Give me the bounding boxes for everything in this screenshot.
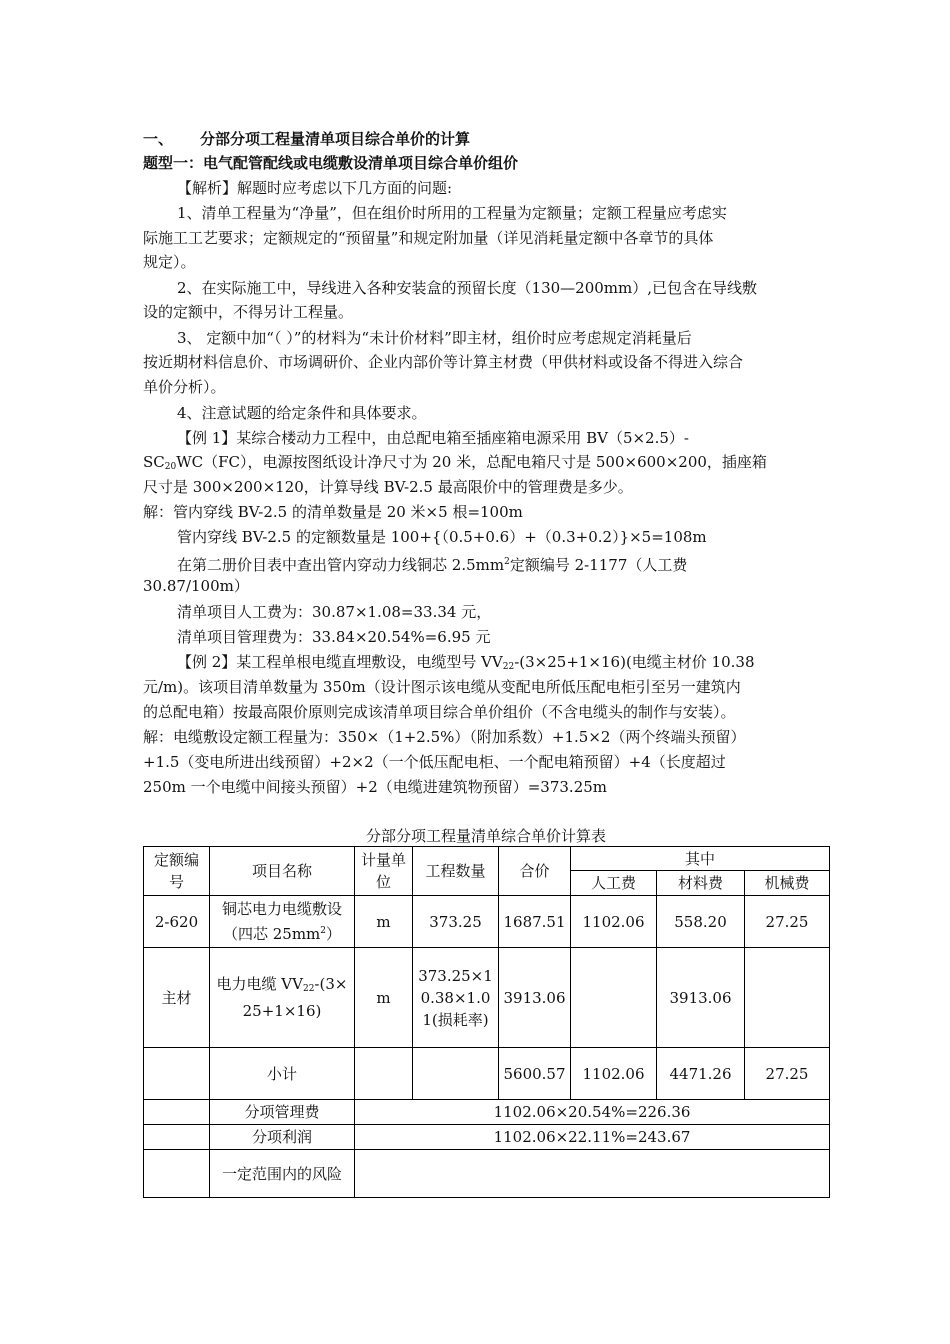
analysis-p3-line1: 3、 定额中加“（ ）”的材料为“未计价材料”即主材，组价时应考虑规定消耗量后 (177, 329, 692, 347)
analysis-p3-line3: 单价分析）。 (143, 378, 226, 396)
analysis-p2-line1: 2、在实际施工中，导线进入各种安装盒的预留长度（130—200mm）,已包含在导线敷 (177, 279, 758, 297)
ex1-solution-2: 管内穿线 BV-2.5 的定额数量是 100+{（0.5+0.6）+（0.3+0.2）}×5=108m (177, 528, 707, 546)
cell-labor: 1102.06 (571, 1048, 657, 1100)
ex2-line2: 元/m)。该项目清单数量为 350m（设计图示该电缆从变配电所低压配电柜引至另一建筑内 (143, 678, 741, 696)
cell-labor (571, 948, 657, 1048)
header-total: 合价 (499, 847, 571, 896)
cell-unit: m (355, 948, 413, 1048)
cell-name: 分项利润 (210, 1125, 355, 1150)
analysis-p1-line2: 际施工工艺要求；定额规定的“预留量”和规定附加量（详见消耗量定额中各章节的具体 (143, 229, 714, 247)
cell-machine: 27.25 (745, 896, 830, 948)
ex2-solution-3: 250m 一个电缆中间接头预留）+2（电缆进建筑物预留）=373.25m (143, 778, 608, 796)
ex1-solution-4: 清单项目人工费为：30.87×1.08=33.34 元， (177, 603, 492, 621)
cell-material: 558.20 (657, 896, 745, 948)
ex1-line3: 尺寸是 300×200×120，计算导线 BV-2.5 最高限价中的管理费是多少。 (143, 478, 633, 496)
cell-machine: 27.25 (745, 1048, 830, 1100)
cell-total: 1687.51 (499, 896, 571, 948)
section-heading (143, 129, 470, 149)
cell-machine (745, 948, 830, 1048)
analysis-p1-line1: 1、清单工程量为“净量”，但在组价时所用的工程量为定额量；定额工程量应考虑实 (177, 204, 727, 222)
cell-total: 3913.06 (499, 948, 571, 1048)
cell-code (144, 1125, 210, 1150)
ex1-line2: $SC_{20}WC(FC)$，电源按图纸设计净尺寸为 20 米，总配电箱尺寸是 500×600×200，插座箱 (143, 453, 767, 472)
cell-code: 2-620 (144, 896, 210, 948)
header-labor: 人工费 (571, 871, 657, 896)
cell-unit (355, 1048, 413, 1100)
table-row-management-fee (144, 1100, 830, 1125)
header-code: 定额编号 (144, 847, 210, 896)
ex2-solution-1: 解：电缆敷设定额工程量为：350×（1+2.5%）（附加系数）+1.5×2（两个终端头预留） (143, 728, 746, 746)
table-header-row (144, 847, 830, 871)
cell-code (144, 1100, 210, 1125)
cell-code: 主材 (144, 948, 210, 1048)
table-row-profit (144, 1125, 830, 1150)
ex2-solution-2: +1.5（变电所进出线预留）+2×2（一个低压配电柜、一个配电箱预留）+4（长度超过 (143, 753, 726, 771)
ex1-solution-1: 解：管内穿线 BV-2.5 的清单数量是 20 米×5 根=100m (143, 503, 523, 521)
cell-name: 一定范围内的风险 (210, 1150, 355, 1198)
table-caption: 分部分项工程量清单综合单价计算表 (365, 827, 606, 845)
unit-price-table (143, 846, 830, 1198)
cell-name: 电力电缆 $VV_{22}-(3\times 25+1\times 16)$ (210, 948, 355, 1048)
header-machine: 机械费 (745, 871, 830, 896)
cell-name: 小计 (210, 1048, 355, 1100)
cell-material: 3913.06 (657, 948, 745, 1048)
table-row-subtotal (144, 1048, 830, 1100)
header-material: 材料费 (657, 871, 745, 896)
analysis-p1-line3: 规定）。 (143, 253, 196, 271)
cell-labor: 1102.06 (571, 896, 657, 948)
section-number: 一、 (143, 130, 174, 148)
ex2-line1: 【例 2】某工程单根电缆直埋敷设，电缆型号 $VV_{22}-(3\times 25+1\times 16)$(电缆主材价 10.38 (177, 653, 755, 672)
ex1-solution-5: 清单项目管理费为：33.84×20.54%=6.95 元 (177, 628, 491, 646)
cell-unit: m (355, 896, 413, 948)
cell-name: 分项管理费 (210, 1100, 355, 1125)
ex1-solution-3b: 30.87/100m） (143, 577, 249, 595)
table-row-risk (144, 1150, 830, 1198)
ex1-line1: 【例 1】某综合楼动力工程中，由总配电箱至插座箱电源采用 BV（5×2.5）- (177, 429, 689, 447)
analysis-p2-line2: 设的定额中，不得另计工程量。 (143, 303, 354, 321)
section-title: 分部分项工程量清单项目综合单价的计算 (200, 130, 471, 148)
cell-material: 4471.26 (657, 1048, 745, 1100)
cell-code (144, 1150, 210, 1198)
cell-code (144, 1048, 210, 1100)
header-unit: 计量单位 (355, 847, 413, 896)
cell-qty (413, 1048, 499, 1100)
cell-value: 1102.06×20.54%=226.36 (355, 1100, 830, 1125)
header-of-which: 其中 (571, 847, 830, 871)
cell-qty: 373.25 (413, 896, 499, 948)
ex1-solution-3: 在第二册价目表中查出管内穿动力线铜芯 $2.5mm^2$定额编号 2-1177（人工费 (177, 556, 688, 574)
table-row (144, 896, 830, 948)
analysis-p3-line2: 按近期材料信息价、市场调研价、企业内部价等计算主材费（甲供材料或设备不得进入综合 (143, 353, 744, 371)
cell-value (355, 1150, 830, 1198)
cell-name: 铜芯电力电缆敷设（四芯 $25mm^2$） (210, 896, 355, 948)
table-row (144, 948, 830, 1048)
cell-total: 5600.57 (499, 1048, 571, 1100)
analysis-intro: 【解析】解题时应考虑以下几方面的问题: (177, 179, 453, 197)
cell-qty: 373.25×10.38×1.01(损耗率) (413, 948, 499, 1048)
subheading: 题型一：电气配管配线或电缆敷设清单项目综合单价组价 (143, 154, 519, 172)
header-qty: 工程数量 (413, 847, 499, 896)
header-name: 项目名称 (210, 847, 355, 896)
analysis-p4: 4、注意试题的给定条件和具体要求。 (177, 404, 427, 422)
cell-value: 1102.06×22.11%=243.67 (355, 1125, 830, 1150)
ex2-line3: 的总配电箱）按最高限价原则完成该清单项目综合单价组价（不含电缆头的制作与安装）。 (143, 703, 736, 721)
